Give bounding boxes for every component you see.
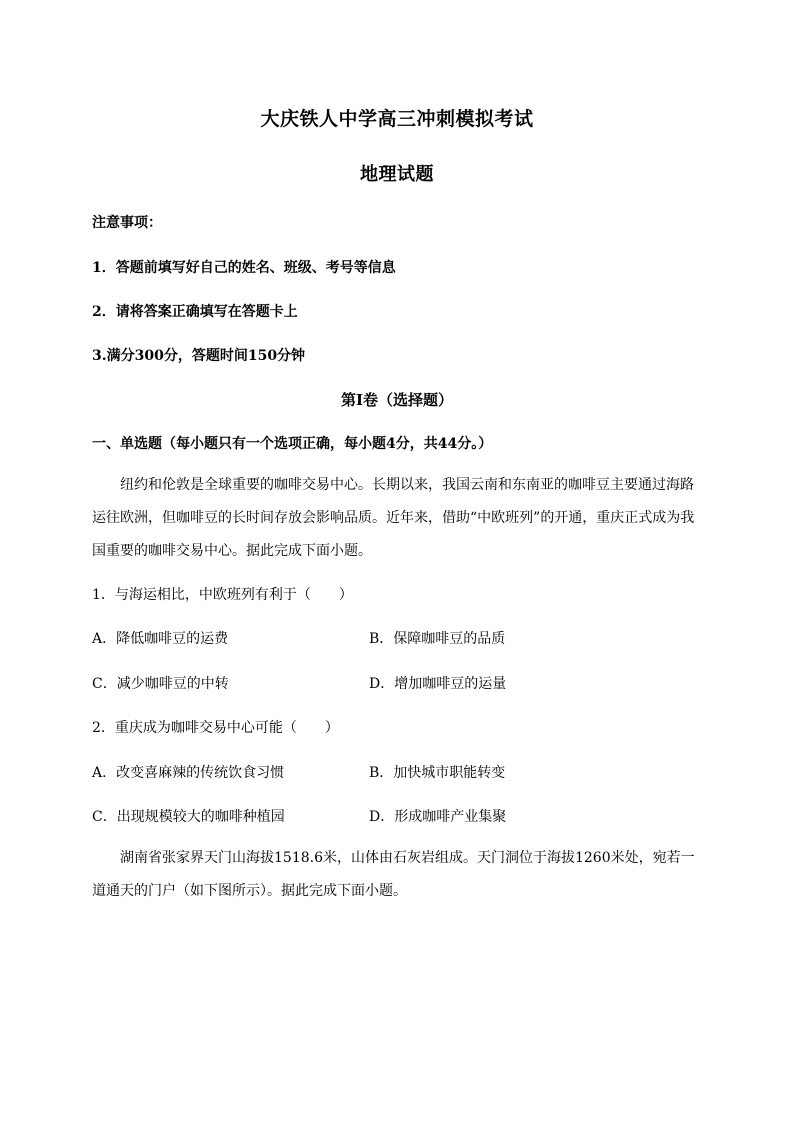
notice-item-2: 2．请将答案正确填写在答题卡上 [92, 304, 298, 320]
passage-tianmen: 湖南省张家界天门山海拔1518.6米，山体由石灰岩组成。天门洞位于海拔1260米处，宛若一道通天的门户（如下图所示）。据此完成下面小题。 [92, 850, 695, 899]
question-2-option-a: A．改变喜麻辣的传统饮食习惯 [92, 765, 285, 781]
question-2-option-b: B．加快城市职能转变 [369, 765, 506, 781]
passage-coffee: 纽约和伦敦是全球重要的咖啡交易中心。长期以来，我国云南和东南亚的咖啡豆主要通过海路运往欧洲，但咖啡豆的长时间存放会影响品质。近年来，借助“中欧班列”的开通，重庆正式成为我国重要的咖啡交易中心。据此完成下面小题。 [92, 477, 695, 559]
notice-item-1: 1．答题前填写好自己的姓名、班级、考号等信息 [92, 260, 396, 276]
question-1-option-c: C．减少咖啡豆的中转 [92, 676, 229, 692]
exam-title: 大庆铁人中学高三冲刺模拟考试 [260, 108, 534, 130]
question-1-option-d: D．增加咖啡豆的运量 [369, 676, 507, 692]
question-2-stem: 2．重庆成为咖啡交易中心可能（ ） [92, 720, 339, 736]
question-1-option-a: A．降低咖啡豆的运费 [92, 631, 229, 647]
section-title: 第I卷（选择题） [340, 391, 454, 409]
question-1-option-b: B．保障咖啡豆的品质 [369, 631, 506, 647]
question-2-option-d: D．形成咖啡产业集聚 [369, 809, 507, 825]
exam-subtitle: 地理试题 [360, 164, 434, 185]
notice-item-3: 3.满分300分，答题时间150分钟 [92, 348, 306, 364]
notice-heading: 注意事项： [92, 215, 162, 231]
question-1-stem: 1．与海运相比，中欧班列有利于（ ） [92, 587, 353, 603]
question-2-option-c: C．出现规模较大的咖啡种植园 [92, 809, 285, 825]
part-heading: 一、单选题（每小题只有一个选项正确，每小题4分，共44分。） [92, 436, 493, 452]
